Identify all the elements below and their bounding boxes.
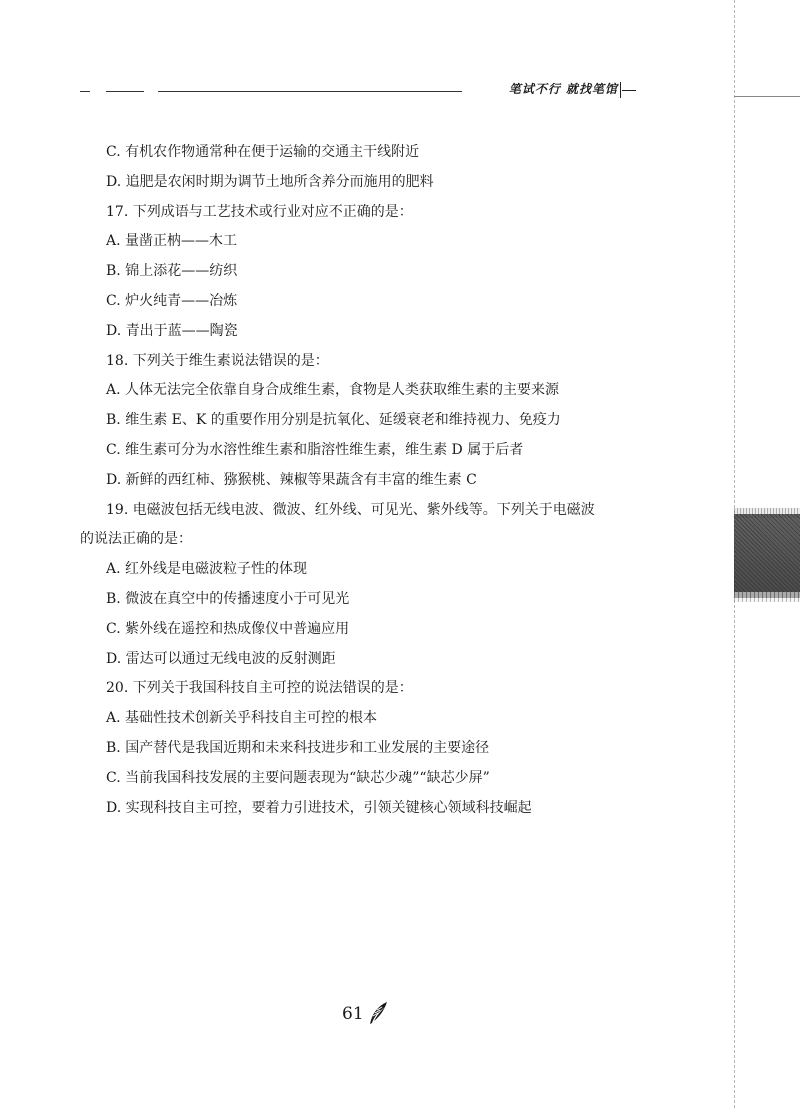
scan-edge-top-rule [734,96,800,97]
page-number: 61 [342,1004,364,1024]
header-rule-mid [106,91,144,92]
option-17a: A. 量凿正枘——木工 [106,233,238,250]
option-19a: A. 红外线是电磁波粒子性的体现 [106,561,308,578]
header-tick [620,82,621,98]
option-18a: A. 人体无法完全依靠自身合成维生素，食物是人类获取维生素的主要来源 [106,382,560,399]
option-18c: C. 维生素可分为水溶性维生素和脂溶性维生素，维生素 D 属于后者 [106,441,524,458]
option-19c: C. 紫外线在遥控和热成像仪中普遍应用 [106,620,350,637]
header-rule-short [80,91,90,92]
option-17d: D. 青出于蓝——陶瓷 [106,322,238,339]
header-rule-long [158,91,462,92]
question-18: 18. 下列关于维生素说法错误的是： [106,352,329,369]
header-title: 笔试不行 就找笔馆 [508,82,618,96]
question-20: 20. 下列关于我国科技自主可控的说法错误的是： [106,680,413,697]
scan-edge-band [734,514,800,598]
option-16c: C. 有机农作物通常种在便于运输的交通主干线附近 [106,144,420,160]
option-20c: C. 当前我国科技发展的主要问题表现为“缺芯少魂”“缺芯少屏” [106,769,490,786]
scan-edge-band-bottom [734,592,800,602]
header-tail-rule [622,90,636,91]
option-20a: A. 基础性技术创新关乎科技自主可控的根本 [106,710,378,727]
option-17b: B. 锦上添花——纺织 [106,263,238,280]
option-20b: B. 国产替代是我国近期和未来科技进步和工业发展的主要途径 [106,739,490,756]
question-19-continuation: 的说法正确的是： [80,531,192,548]
option-17c: C. 炉火纯青——冶炼 [106,292,238,309]
running-header [0,74,800,104]
option-20d: D. 实现科技自主可控，要着力引进技术，引领关键核心领域科技崛起 [106,799,532,816]
option-16d: D. 追肥是农闲时期为调节土地所含养分而施用的肥料 [106,173,434,190]
feather-pen-icon [366,1000,390,1026]
option-19d: D. 雷达可以通过无线电波的反射测距 [106,650,336,667]
page-content [0,138,800,823]
option-18d: D. 新鲜的西红柿、猕猴桃、辣椒等果蔬含有丰富的维生素 C [106,471,477,488]
option-18b: B. 维生素 E、K 的重要作用分别是抗氧化、延缓衰老和维持视力、免疫力 [106,412,561,429]
question-17: 17. 下列成语与工艺技术或行业对应不正确的是： [106,203,413,220]
option-19b: B. 微波在真空中的传播速度小于可见光 [106,590,350,607]
question-19: 19. 电磁波包括无线电波、微波、红外线、可见光、紫外线等。下列关于电磁波 [106,501,595,518]
